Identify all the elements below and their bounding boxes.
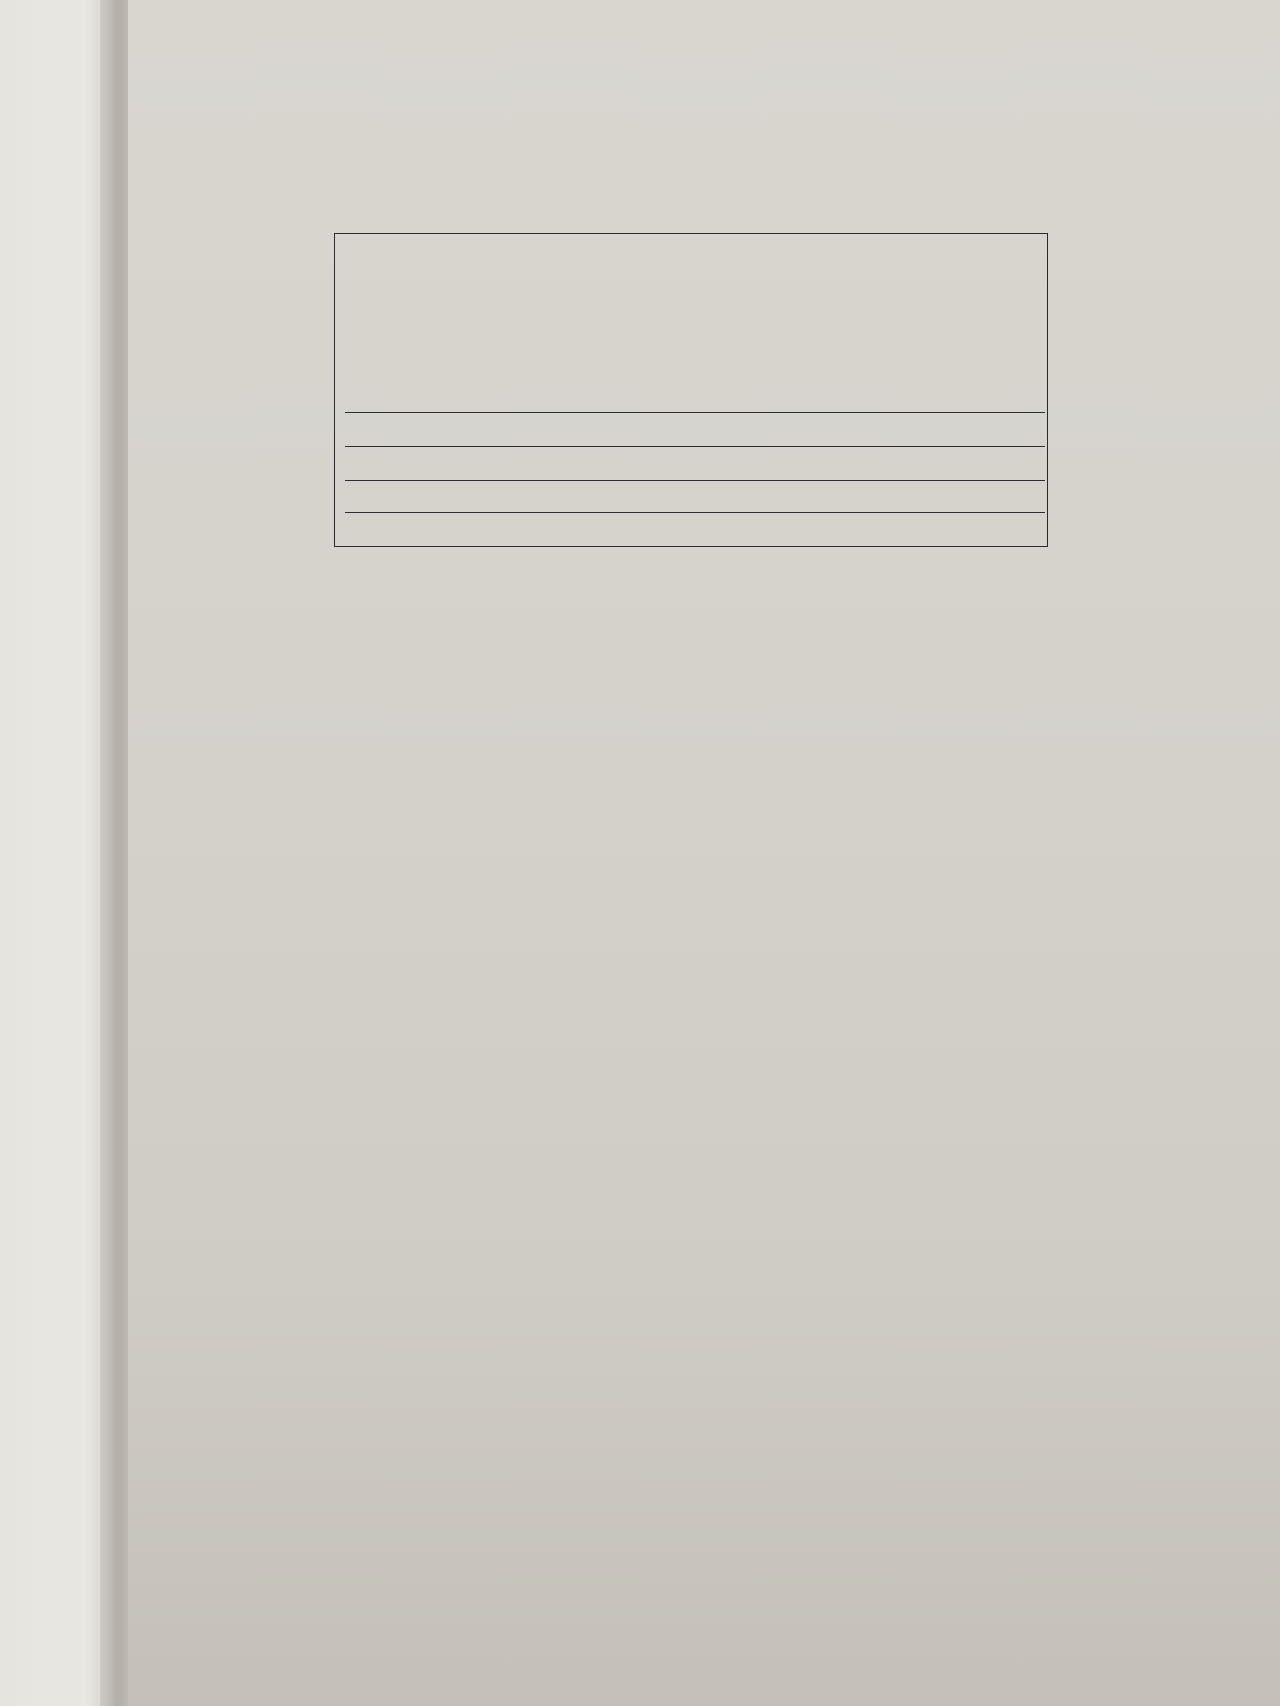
exam-page xyxy=(128,0,1280,1706)
writing-line xyxy=(345,512,1045,513)
writing-line xyxy=(345,446,1045,447)
writing-line xyxy=(345,412,1045,413)
proposal-letter-box xyxy=(334,233,1048,547)
writing-line xyxy=(345,480,1045,481)
